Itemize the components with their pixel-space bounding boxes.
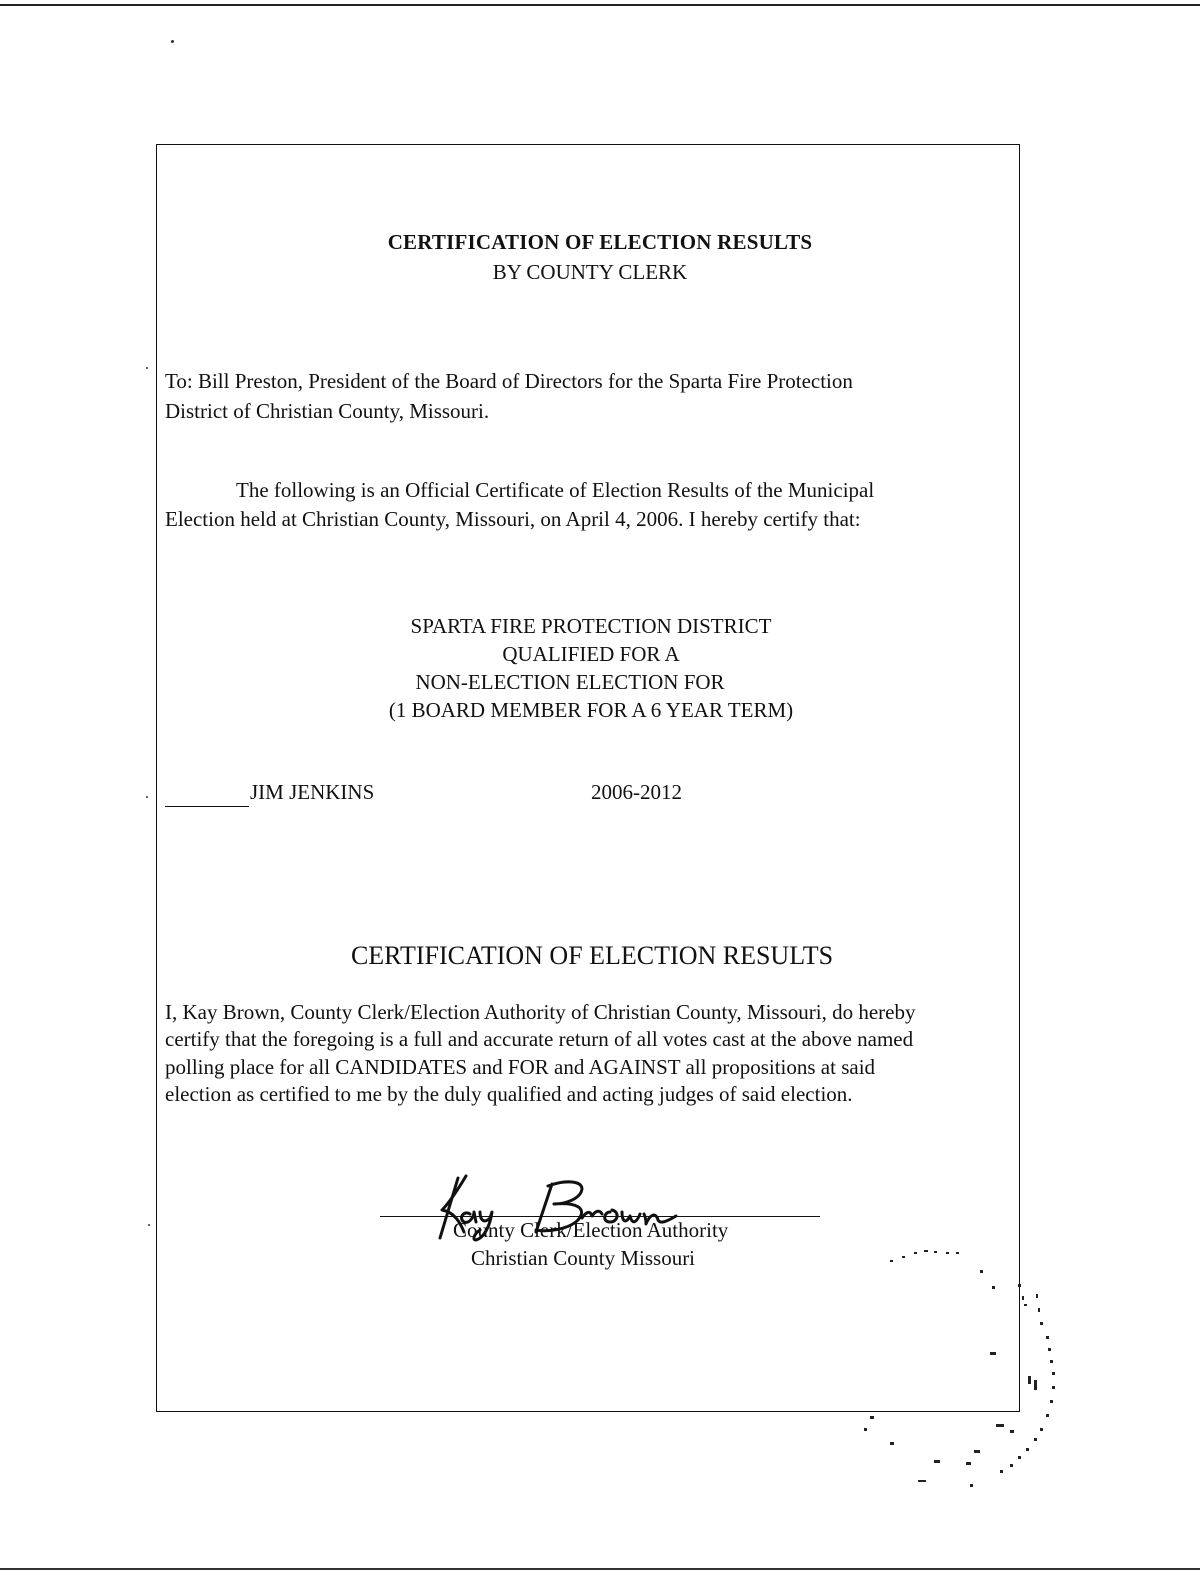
certification-text-line: election as certified to me by the duly qualified and acting judges of said election. bbox=[165, 1082, 853, 1106]
certification-heading: CERTIFICATION OF ELECTION RESULTS bbox=[350, 941, 834, 970]
certificate-subtitle: BY COUNTY CLERK bbox=[492, 260, 688, 284]
scan-speck bbox=[148, 1224, 150, 1226]
signature-line bbox=[380, 1216, 820, 1217]
top-scan-rule bbox=[0, 4, 1200, 6]
scan-speck bbox=[146, 367, 148, 369]
scan-speck bbox=[146, 796, 148, 798]
candidate-term: 2006-2012 bbox=[591, 780, 682, 804]
certification-text-line: polling place for all CANDIDATES and FOR and AGAINST all propositions at said bbox=[165, 1055, 876, 1079]
certification-text-line: certify that the foregoing is a full and accurate return of all votes cast at the above named bbox=[165, 1027, 914, 1051]
intro-line: The following is an Official Certificate of Election Results of the Municipal bbox=[236, 478, 875, 502]
intro-line: Election held at Christian County, Missouri, on April 4, 2006. I hereby certify that: bbox=[165, 507, 861, 531]
address-line: To: Bill Preston, President of the Board of Directors for the Sparta Fire Protection bbox=[165, 369, 853, 393]
district-election-type: NON-ELECTION ELECTION FOR bbox=[415, 670, 725, 694]
scan-speck bbox=[171, 40, 174, 43]
district-seat-description: (1 BOARD MEMBER FOR A 6 YEAR TERM) bbox=[388, 698, 794, 722]
address-line: District of Christian County, Missouri. bbox=[165, 399, 490, 423]
candidate-mark-line bbox=[165, 806, 249, 807]
certificate-title: CERTIFICATION OF ELECTION RESULTS bbox=[387, 230, 813, 254]
signer-county: Christian County Missouri bbox=[471, 1246, 696, 1270]
embossed-seal-mark bbox=[850, 1240, 1070, 1500]
district-name: SPARTA FIRE PROTECTION DISTRICT bbox=[410, 614, 772, 638]
candidate-name: JIM JENKINS bbox=[250, 780, 375, 804]
certification-text-line: I, Kay Brown, County Clerk/Election Authority of Christian County, Missouri, do hereby bbox=[165, 1000, 916, 1024]
district-qualification: QUALIFIED FOR A bbox=[502, 642, 680, 666]
signer-role: County Clerk/Election Authority bbox=[453, 1218, 729, 1242]
bottom-scan-rule bbox=[0, 1568, 1200, 1570]
